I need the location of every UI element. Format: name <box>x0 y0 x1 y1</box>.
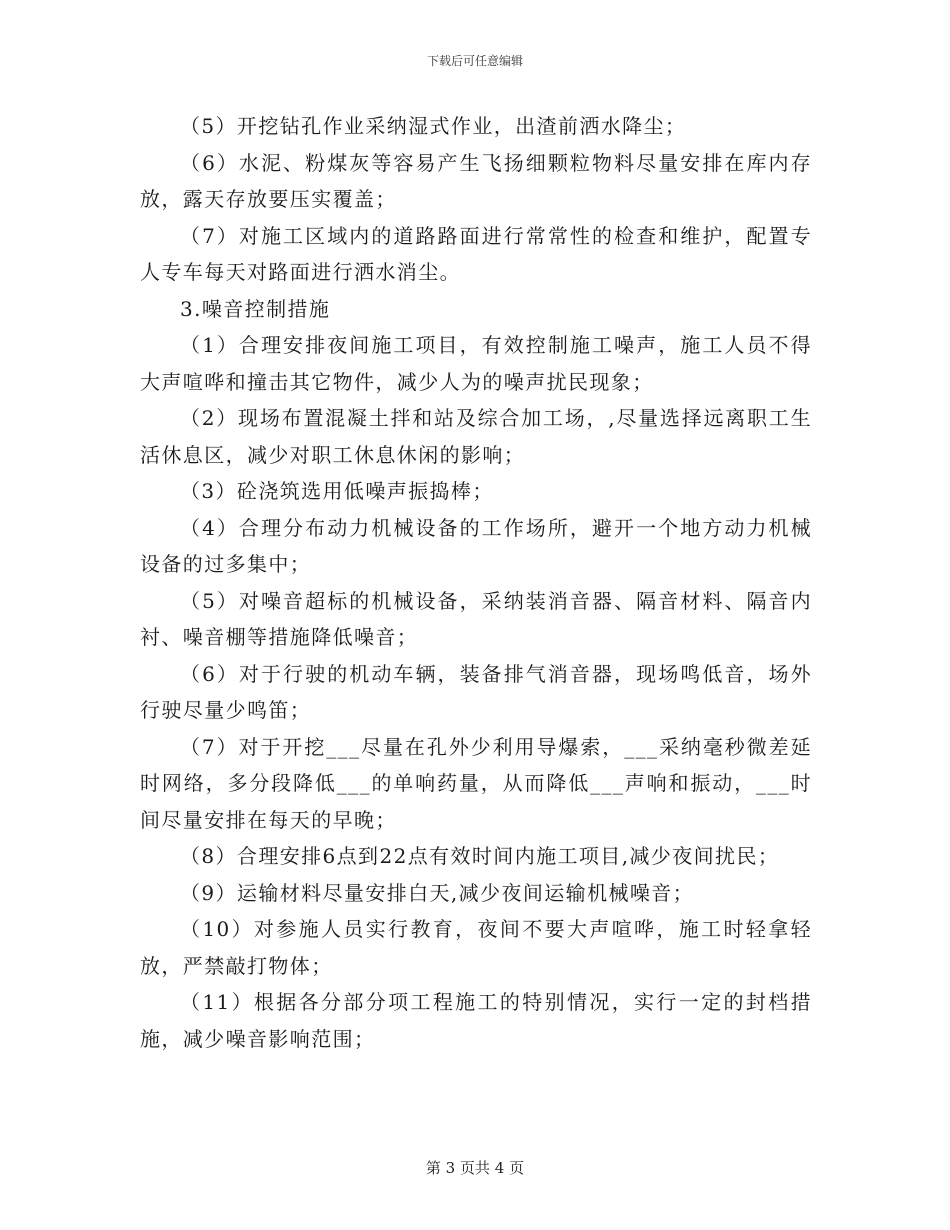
paragraph-dust-7: （7）对施工区域内的道路路面进行常常性的检查和维护，配置专人专车每天对路面进行洒水消尘。 <box>140 223 812 284</box>
section-heading-noise-control: 3.噪音控制措施 <box>180 296 331 321</box>
paragraph-dust-5: （5）开挖钻孔作业采纳湿式作业，出渣前洒水降尘； <box>180 114 687 138</box>
paragraph-noise-3: （3）砼浇筑选用低噪声振捣棒； <box>180 479 494 503</box>
page-header: 下载后可任意编辑 <box>426 54 523 68</box>
paragraph-noise-9: （9）运输材料尽量安排白天,减少夜间运输机械噪音； <box>180 880 695 905</box>
paragraph-noise-5: （5）对噪音超标的机械设备，采纳装消音器、隔音材料、隔音内衬、噪音棚等措施降低噪音； <box>140 588 812 649</box>
paragraph-dust-6: （6）水泥、粉煤灰等容易产生飞扬细颗粒物料尽量安排在库内存放，露天存放要压实覆盖； <box>140 150 812 211</box>
paragraph-noise-4: （4）合理分布动力机械设备的工作场所，避开一个地方动力机械设备的过多集中； <box>140 515 812 576</box>
paragraph-noise-7: （7）对于开挖___尽量在孔外少利用导爆索，___采纳毫秒微差延时网络，多分段降低___的单响药量，从而降低___声响和振动，___时间尽量安排在每天的早晚； <box>140 734 812 832</box>
page-footer: 第 3 页共 4 页 <box>425 1159 525 1177</box>
paragraph-noise-6: （6）对于行驶的机动车辆，装备排气消音器，现场鸣低音，场外行驶尽量少鸣笛； <box>140 661 812 722</box>
paragraph-noise-1: （1）合理安排夜间施工项目，有效控制施工噪声，施工人员不得大声喧哗和撞击其它物件，减少人为的噪声扰民现象； <box>140 333 812 394</box>
paragraph-noise-8: （8）合理安排6点到22点有效时间内施工项目,减少夜间扰民； <box>180 844 780 868</box>
document-body <box>140 108 812 1057</box>
paragraph-noise-11: （11）根据各分部分项工程施工的特别情况，实行一定的封档措施，减少噪音影响范围； <box>140 990 812 1051</box>
paragraph-noise-10: （10）对参施人员实行教育，夜间不要大声喧哗，施工时轻拿轻放，严禁敲打物体； <box>140 917 812 978</box>
paragraph-noise-2: （2）现场布置混凝土拌和站及综合加工场，,尽量选择远离职工生活休息区，减少对职工休息休闲的影响； <box>140 406 812 467</box>
